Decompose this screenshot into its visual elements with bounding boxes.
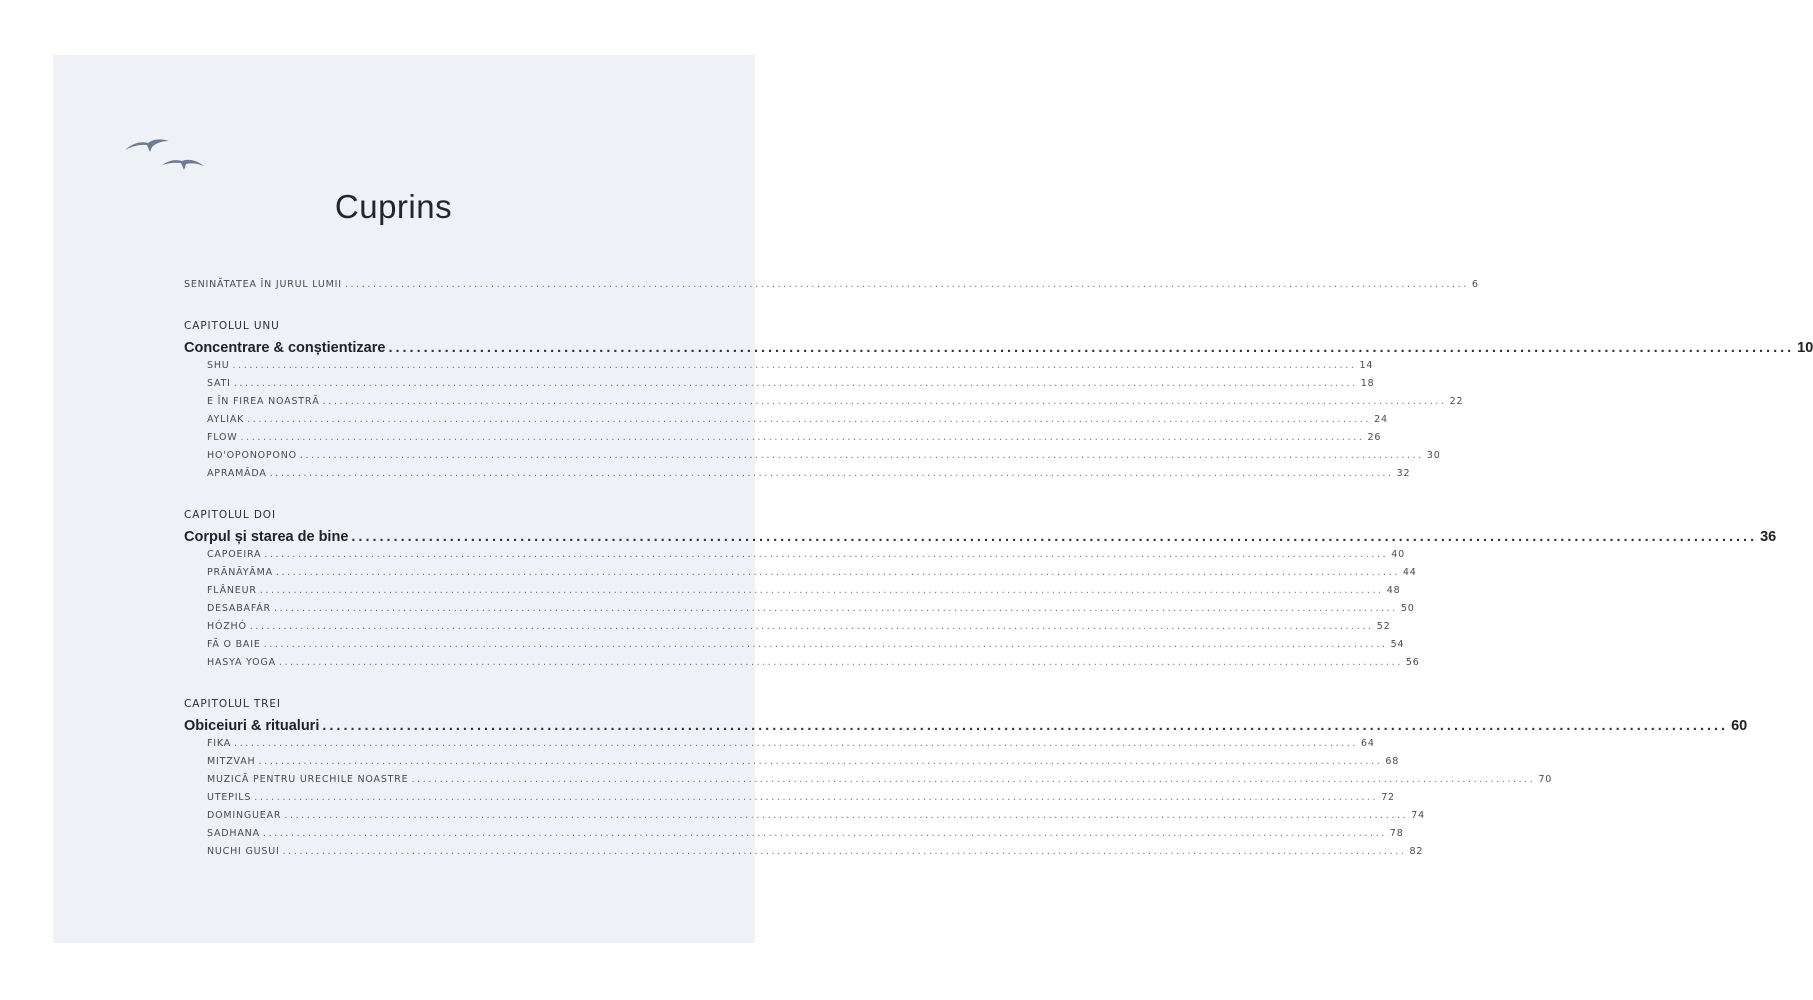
- chapter-heading-entry[interactable]: [184, 529, 1777, 549]
- entry-label: DESABAFÁR: [207, 603, 271, 614]
- entry-label: SHU: [207, 360, 230, 371]
- dot-leader: ........................................................................................................................................................................................................: [411, 774, 1536, 785]
- entry-label: E ÎN FIREA NOASTRĂ: [207, 396, 320, 407]
- entry-label: DOMINGUEAR: [207, 810, 282, 821]
- entry-page-number: 54: [1390, 639, 1405, 650]
- entry-label: SENINĂTATEA ÎN JURUL LUMII: [184, 279, 342, 290]
- dot-leader: ........................................................................................................................................................................................................: [351, 529, 1758, 545]
- toc-entry[interactable]: [184, 567, 1417, 585]
- toc-entry[interactable]: [184, 468, 1411, 486]
- dot-leader: ........................................................................................................................................................................................................: [259, 585, 1384, 596]
- dot-leader: ........................................................................................................................................................................................................: [275, 567, 1400, 578]
- chapter-heading-entry[interactable]: [184, 718, 1748, 738]
- entry-page-number: 82: [1409, 846, 1424, 857]
- toc-entry[interactable]: [184, 378, 1375, 396]
- entry-page-number: 22: [1449, 396, 1464, 407]
- toc-entry[interactable]: [184, 360, 1374, 378]
- entry-page-number: 26: [1367, 432, 1382, 443]
- dot-leader: ........................................................................................................................................................................................................: [273, 603, 1398, 614]
- entry-page-number: 48: [1386, 585, 1401, 596]
- dot-leader: ........................................................................................................................................................................................................: [232, 360, 1357, 371]
- entry-label: FLÂNEUR: [207, 585, 257, 596]
- entry-label: SADHANA: [207, 828, 260, 839]
- chapter-section: [184, 509, 1777, 675]
- dot-leader: ........................................................................................................................................................................................................: [254, 792, 1379, 803]
- toc-intro-entry[interactable]: [184, 279, 1479, 297]
- chapter-section: [184, 698, 1748, 864]
- toc-entry[interactable]: [184, 846, 1424, 864]
- chapter-label: CAPITOLUL UNU: [184, 320, 280, 332]
- toc-entry[interactable]: [184, 639, 1405, 657]
- entry-page-number: 44: [1402, 567, 1417, 578]
- dot-leader: ........................................................................................................................................................................................................: [299, 450, 1424, 461]
- entry-label: FLOW: [207, 432, 238, 443]
- toc-entry[interactable]: [184, 774, 1553, 792]
- dot-leader: ........................................................................................................................................................................................................: [344, 279, 1469, 290]
- dot-leader: ........................................................................................................................................................................................................: [322, 718, 1729, 734]
- entry-page-number: 40: [1391, 549, 1405, 560]
- entry-label: HASYA YOGA: [207, 657, 276, 668]
- entry-label: MUZICĂ PENTRU URECHILE NOASTRE: [207, 774, 409, 785]
- dot-leader: ........................................................................................................................................................................................................: [388, 340, 1795, 356]
- chapter-label: CAPITOLUL DOI: [184, 509, 276, 521]
- entry-page-number: 50: [1400, 603, 1415, 614]
- entry-label: NUCHI GUSUI: [207, 846, 280, 857]
- chapter-heading-entry[interactable]: [184, 340, 1813, 360]
- entry-label: FĂ O BAIE: [207, 639, 261, 650]
- toc-entry[interactable]: [184, 432, 1382, 450]
- entry-page-number: 30: [1426, 450, 1441, 461]
- toc-entry[interactable]: [184, 738, 1375, 756]
- entry-page-number: 70: [1538, 774, 1553, 785]
- dot-leader: ........................................................................................................................................................................................................: [240, 432, 1365, 443]
- toc-entry[interactable]: [184, 621, 1391, 639]
- birds-illustration-icon: [122, 133, 212, 178]
- entry-label: AYLIAK: [207, 414, 245, 425]
- bird-icon: [125, 139, 169, 152]
- entry-label: Concentrare & conștientizare: [184, 340, 386, 356]
- chapter-label: CAPITOLUL TREI: [184, 698, 281, 710]
- entry-page-number: 36: [1760, 529, 1777, 545]
- dot-leader: ........................................................................................................................................................................................................: [262, 828, 1387, 839]
- dot-leader: ........................................................................................................................................................................................................: [263, 639, 1388, 650]
- dot-leader: ........................................................................................................................................................................................................: [322, 396, 1447, 407]
- entry-page-number: 14: [1359, 360, 1374, 371]
- entry-page-number: 18: [1360, 378, 1375, 389]
- dot-leader: ........................................................................................................................................................................................................: [258, 756, 1383, 767]
- entry-label: SATI: [207, 378, 231, 389]
- entry-label: CAPOEIRA: [207, 549, 262, 560]
- toc-entry[interactable]: [184, 603, 1415, 621]
- dot-leader: ........................................................................................................................................................................................................: [234, 738, 1358, 749]
- toc-entry[interactable]: [184, 414, 1388, 432]
- entry-label: PRĀNĀYĀMA: [207, 567, 273, 578]
- toc-entry[interactable]: [184, 549, 1405, 567]
- entry-page-number: 72: [1381, 792, 1395, 803]
- entry-label: APRAMĀDA: [207, 468, 267, 479]
- entry-label: HÓZHÓ: [207, 621, 247, 632]
- table-of-contents: [184, 279, 1813, 864]
- toc-entry[interactable]: [184, 657, 1420, 675]
- entry-page-number: 74: [1411, 810, 1425, 821]
- toc-entry[interactable]: [184, 450, 1441, 468]
- entry-page-number: 60: [1731, 718, 1748, 734]
- entry-page-number: 64: [1361, 738, 1375, 749]
- entry-page-number: 32: [1396, 468, 1411, 479]
- entry-page-number: 78: [1389, 828, 1404, 839]
- entry-label: Corpul și starea de bine: [184, 529, 349, 545]
- page-title: Cuprins: [334, 188, 453, 225]
- toc-entry[interactable]: [184, 396, 1464, 414]
- entry-label: HO'OPONOPONO: [207, 450, 297, 461]
- dot-leader: ........................................................................................................................................................................................................: [249, 621, 1374, 632]
- entry-label: FIKA: [207, 738, 232, 749]
- entry-page-number: 52: [1376, 621, 1391, 632]
- entry-page-number: 56: [1405, 657, 1420, 668]
- entry-label: UTEPILS: [207, 792, 252, 803]
- entry-page-number: 10: [1797, 340, 1813, 356]
- toc-entry[interactable]: [184, 810, 1425, 828]
- entry-page-number: 68: [1385, 756, 1400, 767]
- toc-entry[interactable]: [184, 756, 1400, 774]
- entry-label: Obiceiuri & ritualuri: [184, 718, 320, 734]
- chapter-section: [184, 320, 1813, 486]
- toc-entry[interactable]: [184, 585, 1401, 603]
- dot-leader: ........................................................................................................................................................................................................: [282, 846, 1407, 857]
- dot-leader: ........................................................................................................................................................................................................: [264, 549, 1389, 560]
- dot-leader: ........................................................................................................................................................................................................: [278, 657, 1403, 668]
- entry-label: MITZVAH: [207, 756, 256, 767]
- dot-leader: ........................................................................................................................................................................................................: [247, 414, 1372, 425]
- dot-leader: ........................................................................................................................................................................................................: [269, 468, 1394, 479]
- dot-leader: ........................................................................................................................................................................................................: [284, 810, 1409, 821]
- entry-page-number: 24: [1374, 414, 1388, 425]
- bird-icon: [162, 160, 204, 170]
- toc-entry[interactable]: [184, 828, 1404, 846]
- toc-entry[interactable]: [184, 792, 1395, 810]
- entry-page-number: 6: [1471, 279, 1479, 290]
- dot-leader: ........................................................................................................................................................................................................: [233, 378, 1358, 389]
